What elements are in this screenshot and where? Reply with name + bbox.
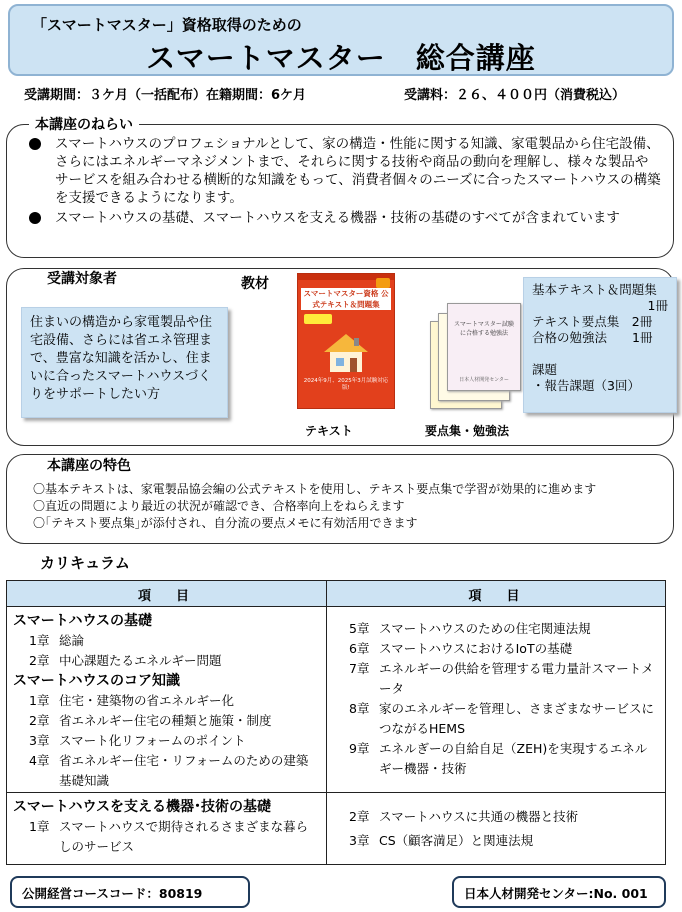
aim-item: スマートハウスの基礎、スマートハウスを支える機器・技術の基礎のすべてが含まれています (21, 209, 661, 227)
sheet-title: スマートマスター試験に合格する勉強法 (454, 321, 514, 337)
features-section (6, 454, 674, 544)
sheet-footer: 日本人材開発センター (459, 377, 509, 383)
bullet-icon (29, 212, 41, 224)
curriculum-title: カリキュラム (40, 554, 130, 572)
chapter-item: 2章 中心課題たるエネルギー問題 (29, 653, 222, 668)
features-list (33, 481, 596, 532)
materials-label: 教材 (241, 276, 269, 292)
materials-list (523, 277, 677, 413)
header-subtitle: 「スマートマスター」資格取得のための (32, 16, 302, 34)
target-materials-section (6, 268, 674, 446)
aim-label: 本講座のねらい (29, 114, 139, 134)
caption-summary: 要点集・勉強法 (425, 424, 510, 438)
header-title: スマートマスター 総合講座 (146, 41, 536, 75)
center-number: 日本人材開発センター:No. 001 (452, 876, 666, 908)
aim-section (6, 117, 674, 258)
feature-item: 〇直近の問題により最近の状況が確認でき、合格率向上をねらえます (33, 499, 405, 513)
row-divider (7, 792, 665, 793)
chapter-item: 5章 スマートハウスのための住宅関連法規 (349, 621, 591, 636)
course-code: 公開経営コースコード：80819 (10, 876, 250, 908)
chapter-item: 1章 総論 (29, 633, 85, 648)
materials-item: 合格の勉強法 1冊 (532, 330, 653, 345)
chapter-item: 3章 CS（顧客満足）と関連法規 (349, 833, 534, 848)
textbook-cover-image (297, 273, 395, 409)
section-subheading: スマートハウスのコア知識 (13, 673, 181, 689)
materials-item: テキスト要点集 2冊 (532, 314, 653, 329)
chapter-item: 6章 スマートハウスにおけるIoTの基礎 (349, 641, 573, 656)
caption-text: テキスト (305, 424, 353, 438)
materials-item-count: 1冊 (647, 298, 668, 313)
aim-list (21, 135, 661, 229)
assignment-label: 課題 (532, 362, 558, 377)
course-fee: 受講料：２６、４００円（消費税込） (404, 88, 626, 103)
bullet-icon (29, 138, 41, 150)
section-heading: スマートハウスの基礎 (13, 613, 153, 629)
target-description: 住まいの構造から家電製品や住宅設備、さらには省エネ管理まで、豊富な知識を活かし、住まいに合ったスマートハウスづくりをサポートしたい方 (21, 307, 228, 418)
course-period: 受講期間：３ケ月（一括配布）在籍期間：6ケ月 (24, 88, 307, 103)
features-label: 本講座の特色 (47, 458, 131, 474)
curriculum-table (6, 580, 666, 865)
column-header: 項 目 (137, 589, 195, 604)
curriculum-header-row (7, 581, 665, 607)
book-note: 2024年9月、2025年3月試験対応版! (303, 378, 389, 391)
chapter-item: 3章 スマート化リフォームのポイント (29, 733, 246, 748)
assignment-item: ・報告課題（3回） (532, 378, 640, 393)
study-method-sheet (447, 303, 521, 391)
column-divider (326, 581, 327, 864)
header-banner (8, 4, 674, 76)
chapter-item: 1章 スマートハウスで期待されるさまざまな暮らしのサービス (29, 819, 309, 854)
section2-right (345, 807, 655, 851)
chapter-item: 4章 省エネルギー住宅・リフォームのための建築基礎知識 (29, 753, 309, 788)
chapter-item: 2章 スマートハウスに共通の機器と技術 (349, 809, 579, 824)
section2-left (13, 797, 319, 857)
materials-item-label: 基本テキスト＆問題集 (532, 282, 657, 297)
column-header: 項 目 (468, 589, 526, 604)
section-heading: スマートハウスを支える機器･技術の基礎 (13, 799, 272, 815)
aim-item: スマートハウスのプロフェショナルとして、家の構造・性能に関する知識、家電製品から住宅設備、さらにはエネルギーマネジメントまで、それらに関する技術や商品の動向を理解し、様々な製品やサービスを組み合わせる横断的な知識をもって、消費者個々のニーズに合ったスマートハウスの構築を支援できるようになります。 (21, 135, 661, 207)
chapter-item: 1章 住宅・建築物の省エネルギー化 (29, 693, 235, 708)
chapter-item: 8章 家のエネルギーを管理し、さまざまなサービスにつながるHEMS (349, 701, 655, 736)
feature-item: 〇｢テキスト要点集｣が添付され、自分流の要点メモに有効活用できます (33, 516, 418, 530)
section1-left (13, 611, 319, 791)
chapter-item: 9章 エネルぎーの自給自足（ZEH)を実現するエネルギー機器・技術 (349, 741, 648, 776)
chapter-item: 7章 エネルギーの供給を管理する電力量計スマートメータ (349, 661, 654, 696)
target-label: 受講対象者 (47, 271, 117, 287)
section1-right (345, 619, 655, 779)
book-title: スマートマスター資格 公式テキスト＆問題集 (301, 288, 391, 310)
chapter-item: 2章 省エネルギー住宅の種類と施策・制度 (29, 713, 272, 728)
feature-item: 〇基本テキストは、家電製品協会編の公式テキストを使用し、テキスト要点集で学習が効果的に進めます (33, 482, 597, 496)
house-icon (320, 330, 372, 374)
